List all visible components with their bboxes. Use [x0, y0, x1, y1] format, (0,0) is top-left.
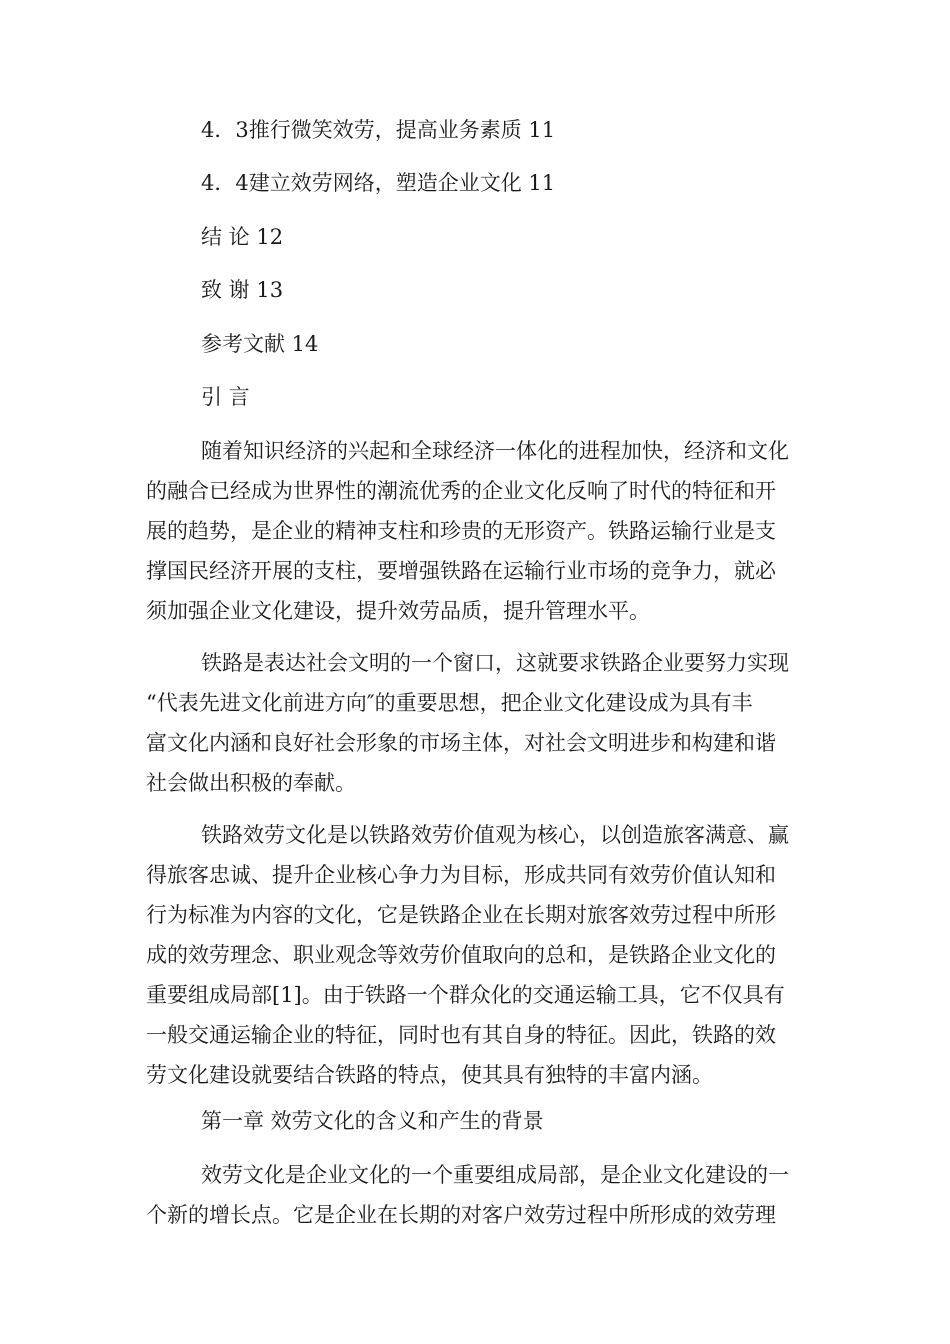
text-line: 撑国民经济开展的支柱，要增强铁路在运输行业市场的竞争力，就必	[146, 559, 776, 583]
text-line: 得旅客忠诚、提升企业核心争力为目标，形成共同有效劳价值认知和	[146, 863, 776, 887]
text-line: 展的趋势，是企业的精神支柱和珍贵的无形资产。铁路运输行业是支	[146, 519, 776, 543]
text-line: 重要组成局部[1]。由于铁路一个群众化的交通运输工具，它不仅具有	[146, 983, 785, 1007]
text-line: “代表先进文化前进方向″的重要思想，把企业文化建设成为具有丰	[146, 691, 753, 715]
text-line: 社会做出积极的奉献。	[146, 771, 356, 795]
section-heading-introduction: 引 言	[201, 385, 250, 409]
chapter-heading: 第一章 效劳文化的含义和产生的背景	[201, 1109, 544, 1133]
paragraph-2	[146, 643, 806, 803]
paragraph-1	[146, 431, 806, 631]
toc-entry-4-4: 4．4建立效劳网络，塑造企业文化 11	[201, 171, 556, 195]
text-line: 铁路是表达社会文明的一个窗口，这就要求铁路企业要努力实现	[201, 651, 789, 675]
toc-entry-references: 参考文献 14	[201, 332, 319, 356]
toc-entry-acknowledgements: 致 谢 13	[201, 278, 284, 302]
toc-entry-conclusion: 结 论 12	[201, 225, 284, 249]
text-line: 铁路效劳文化是以铁路效劳价值观为核心，以创造旅客满意、赢	[201, 823, 789, 847]
text-line: 随着知识经济的兴起和全球经济一体化的进程加快，经济和文化	[201, 439, 789, 463]
text-line: 行为标准为内容的文化，它是铁路企业在长期对旅客效劳过程中所形	[146, 903, 776, 927]
text-line: 劳文化建设就要结合铁路的特点，使其具有独特的丰富内涵。	[146, 1063, 713, 1087]
text-line: 成的效劳理念、职业观念等效劳价值取向的总和，是铁路企业文化的	[146, 943, 776, 967]
text-line: 个新的增长点。它是企业在长期的对客户效劳过程中所形成的效劳理	[146, 1203, 776, 1227]
text-line: 富文化内涵和良好社会形象的市场主体，对社会文明进步和构建和谐	[146, 731, 776, 755]
paragraph-3	[146, 815, 806, 1095]
text-line: 一般交通运输企业的特征，同时也有其自身的特征。因此，铁路的效	[146, 1023, 776, 1047]
paragraph-4	[146, 1155, 806, 1235]
toc-entry-4-3: 4．3推行微笑效劳，提高业务素质 11	[201, 118, 556, 142]
text-line: 效劳文化是企业文化的一个重要组成局部，是企业文化建设的一	[201, 1163, 789, 1187]
text-line: 须加强企业文化建设，提升效劳品质，提升管理水平。	[146, 599, 650, 623]
text-line: 的融合已经成为世界性的潮流优秀的企业文化反响了时代的特征和开	[146, 479, 776, 503]
